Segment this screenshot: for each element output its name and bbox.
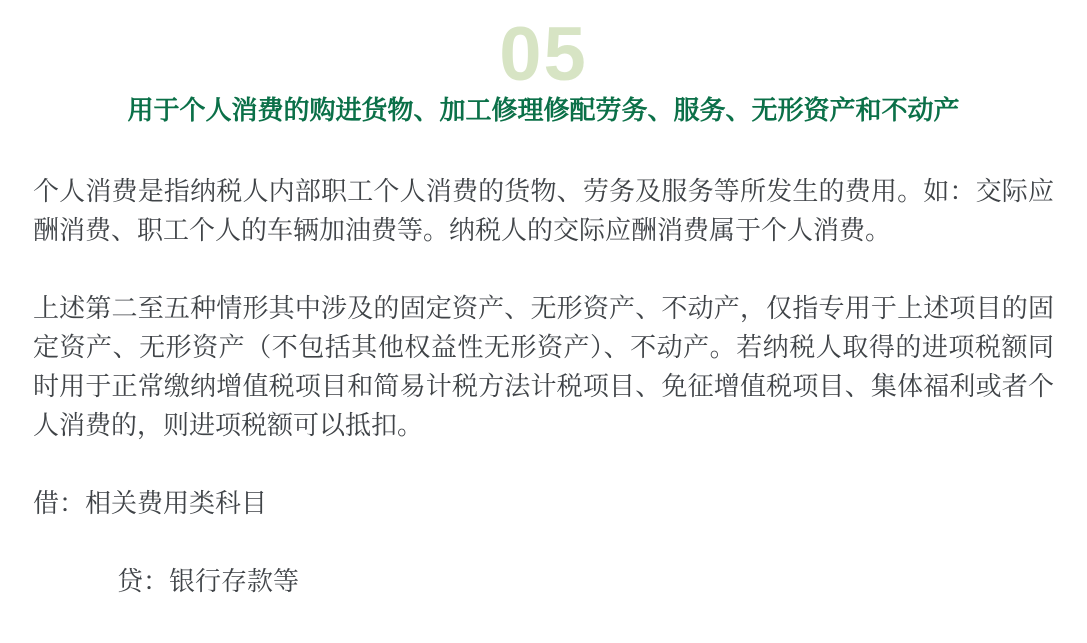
section-heading: 用于个人消费的购进货物、加工修理修配劳务、服务、无形资产和不动产 — [127, 95, 960, 125]
paragraph-scope-rule: 上述第二至五种情形其中涉及的固定资产、无形资产、不动产，仅指专用于上述项目的固定资产、无形资产（不包括其他权益性无形资产）、不动产。若纳税人取得的进项税额同时用于正常缴纳增值税项目和简易计税方法计税项目、免征增值税项目、集体福利或者个人消费的，则进项税额可以抵扣。 — [33, 293, 1054, 440]
paragraph-definition: 个人消费是指纳税人内部职工个人消费的货物、劳务及服务等所发生的费用。如：交际应酬消费、职工个人的车辆加油费等。纳税人的交际应酬消费属于个人消费。 — [33, 176, 1054, 245]
journal-entries — [33, 484, 1054, 601]
journal-entry-debit: 借：相关费用类科目 — [33, 488, 268, 518]
section-number-watermark: 05 — [499, 12, 588, 97]
journal-entry-credit: 贷：银行存款等 — [117, 566, 300, 596]
body-content — [33, 172, 1054, 640]
